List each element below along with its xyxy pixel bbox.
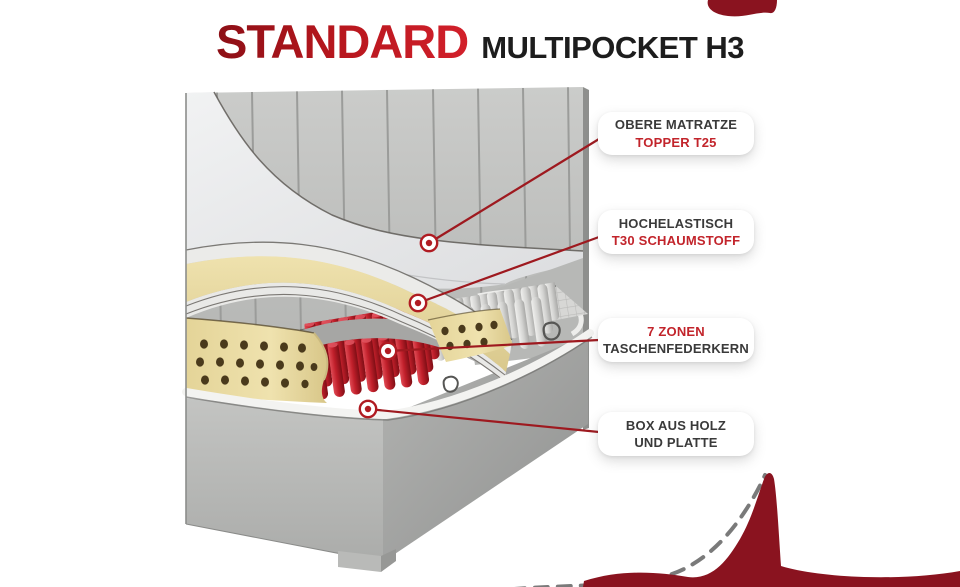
- callout-card-springs: [598, 318, 754, 362]
- callout-marker: [421, 235, 437, 251]
- brand-title: STANDARD: [215, 15, 469, 68]
- callout-card-box: [598, 412, 754, 456]
- callout-line-highlight: 7 ZONEN: [647, 323, 705, 339]
- callout-marker: [360, 401, 376, 417]
- callout-card-foam: [598, 210, 754, 254]
- callout-line: UND PLATTE: [634, 435, 718, 450]
- callout-marker: [410, 295, 426, 311]
- bottom-right-wave: [583, 473, 960, 587]
- callout-line-highlight: T30 SCHAUMSTOFF: [611, 233, 741, 248]
- model-title: MULTIPOCKET H3: [481, 30, 745, 65]
- callout-line: OBERE MATRATZE: [614, 117, 738, 133]
- page-title: [0, 14, 960, 69]
- callout-line: HOCHELASTISCH: [618, 215, 734, 231]
- callout-line: BOX AUS HOLZ: [625, 417, 727, 433]
- callout-line: TASCHENFEDERKERN: [603, 341, 749, 356]
- callout-card-topper: [598, 112, 754, 155]
- callout-line-highlight: TOPPER T25: [635, 134, 717, 150]
- callout-marker: [380, 343, 396, 359]
